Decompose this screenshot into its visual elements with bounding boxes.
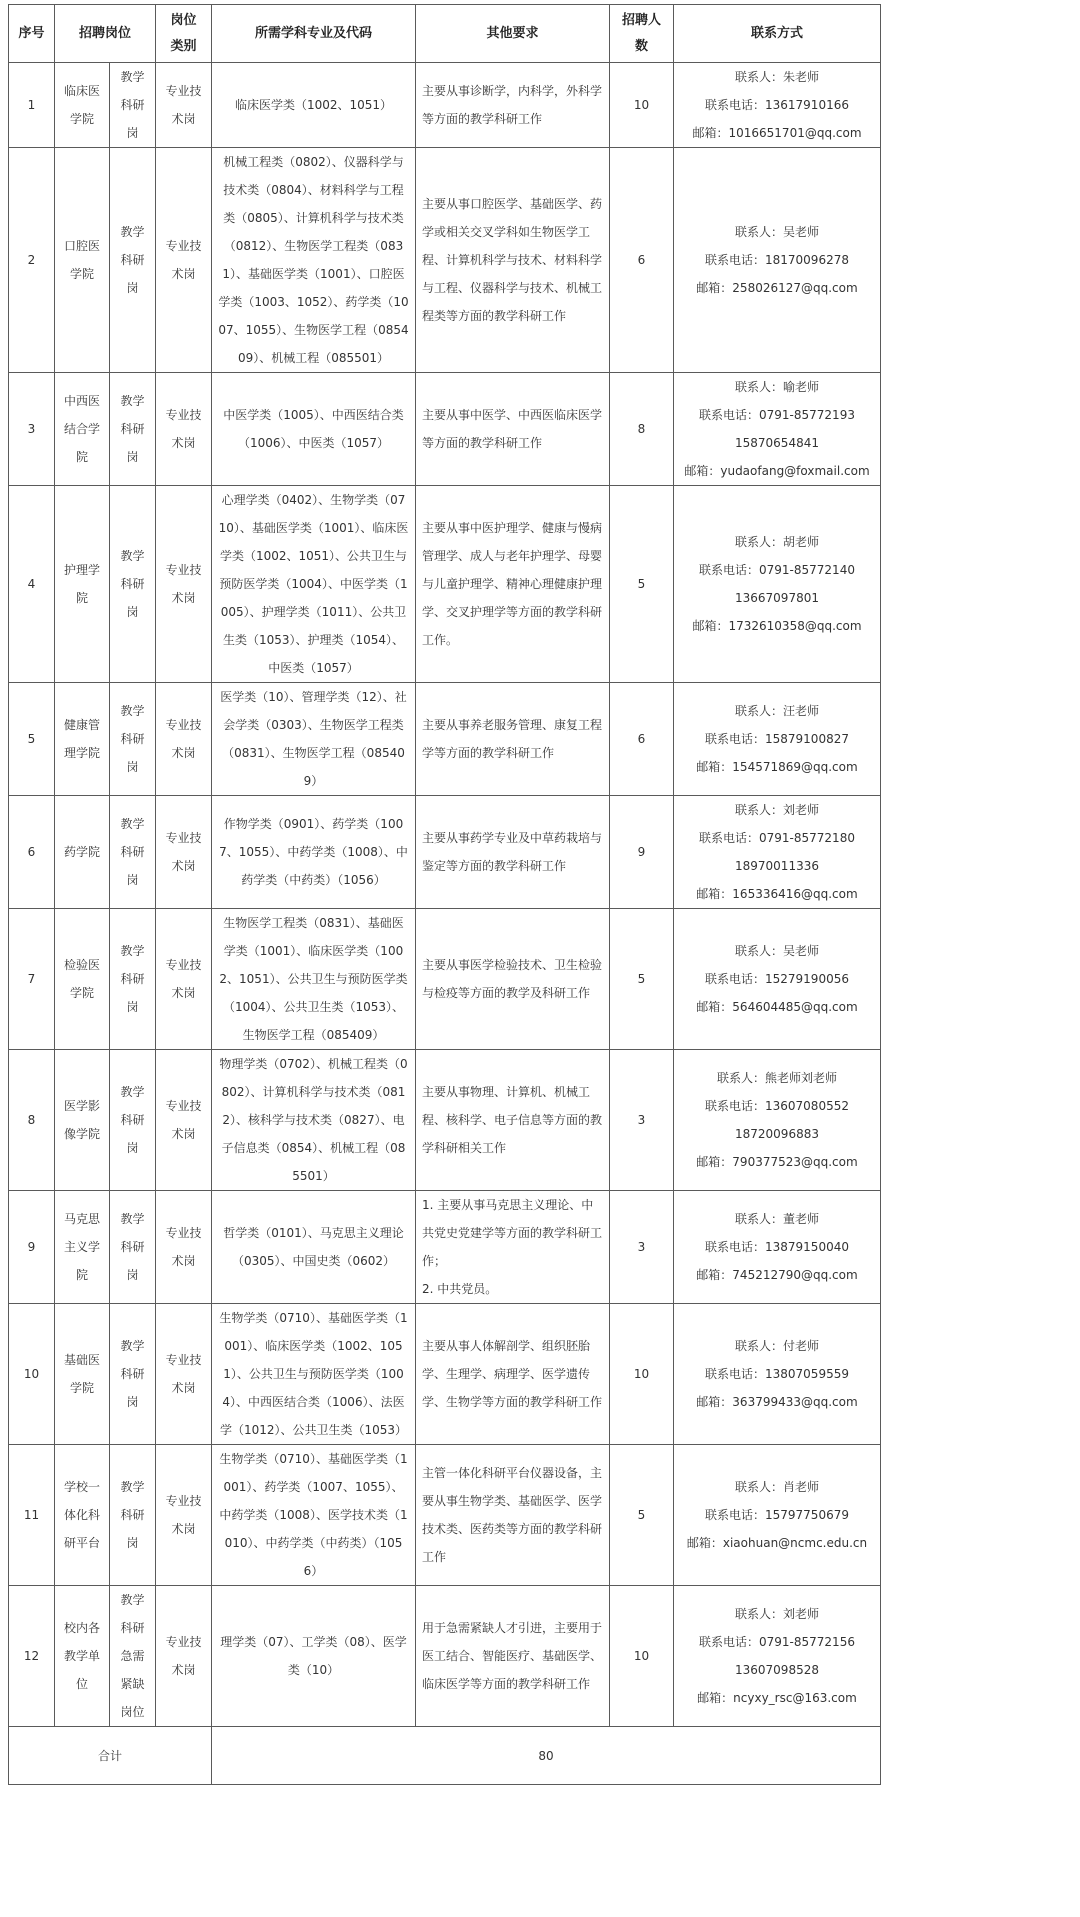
row-post: 教学科研岗 (110, 148, 156, 373)
table-row (9, 1586, 881, 1727)
row-post: 教学科研岗 (110, 683, 156, 796)
row-count: 3 (610, 1050, 674, 1191)
row-unit: 检验医学院 (55, 909, 110, 1050)
contact-line: 联系人：刘老师 (734, 1607, 819, 1621)
row-type: 专业技术岗 (156, 148, 212, 373)
row-post: 教学科研岗 (110, 1050, 156, 1191)
contact-line: 联系人：吴老师 (734, 225, 819, 239)
total-label: 合计 (9, 1727, 212, 1785)
header-post: 招聘岗位 (55, 5, 156, 63)
contact-line: 联系人：肖老师 (734, 1480, 819, 1494)
contact-line: 联系电话：13807059559 (705, 1367, 849, 1381)
recruitment-table-container (8, 4, 881, 1785)
row-type: 专业技术岗 (156, 63, 212, 148)
row-other: 用于急需紧缺人才引进，主要用于医工结合、智能医疗、基础医学、临床医学等方面的教学科研工作 (416, 1586, 610, 1727)
row-count: 6 (610, 683, 674, 796)
table-row (9, 1191, 881, 1304)
row-seq: 5 (9, 683, 55, 796)
contact-line: 联系电话：0791-85772193 (699, 408, 855, 422)
table-row (9, 148, 881, 373)
table-row (9, 683, 881, 796)
row-post: 教学科研岗 (110, 1445, 156, 1586)
contact-line: 18720096883 (735, 1127, 819, 1141)
total-row (9, 1727, 881, 1785)
row-seq: 12 (9, 1586, 55, 1727)
row-seq: 10 (9, 1304, 55, 1445)
contact-line: 邮箱：790377523@qq.com (696, 1155, 858, 1169)
row-other: 主要从事养老服务管理、康复工程学等方面的教学科研工作 (416, 683, 610, 796)
contact-line: 联系人：吴老师 (734, 944, 819, 958)
contact-line: 邮箱：258026127@qq.com (696, 281, 858, 295)
contact-line: 联系电话：15879100827 (705, 732, 849, 746)
header-type-line2: 类别 (170, 38, 197, 54)
row-type: 专业技术岗 (156, 486, 212, 683)
row-contact (674, 1304, 881, 1445)
row-count: 10 (610, 1304, 674, 1445)
contact-line: 联系人：付老师 (734, 1339, 819, 1353)
contact-line: 联系电话：13617910166 (705, 98, 849, 112)
table-row (9, 373, 881, 486)
row-majors: 生物学类（0710）、基础医学类（1001）、临床医学类（1002、1051）、公共卫生与预防医学类（1004）、中西医结合类（1006）、法医学（1012）、公共卫生类（1053） (212, 1304, 416, 1445)
row-post: 教学科研岗 (110, 909, 156, 1050)
row-post: 教学科研岗 (110, 63, 156, 148)
row-contact (674, 909, 881, 1050)
row-seq: 11 (9, 1445, 55, 1586)
contact-line: 15870654841 (735, 436, 819, 450)
header-row (9, 5, 881, 63)
row-majors: 物理学类（0702）、机械工程类（0802）、计算机科学与技术类（0812）、核科学与技术类（0827）、电子信息类（0854）、机械工程（085501） (212, 1050, 416, 1191)
row-other: 主要从事中医护理学、健康与慢病管理学、成人与老年护理学、母婴与儿童护理学、精神心理健康护理学、交叉护理学等方面的教学科研工作。 (416, 486, 610, 683)
contact-line: 邮箱：363799433@qq.com (696, 1395, 858, 1409)
table-row (9, 1050, 881, 1191)
row-seq: 9 (9, 1191, 55, 1304)
recruitment-table (8, 4, 881, 1785)
contact-line: 13607098528 (735, 1663, 819, 1677)
contact-line: 联系电话：0791-85772156 (699, 1635, 855, 1649)
row-majors: 哲学类（0101）、马克思主义理论（0305）、中国史类（0602） (212, 1191, 416, 1304)
row-count: 6 (610, 148, 674, 373)
row-seq: 7 (9, 909, 55, 1050)
header-other: 其他要求 (416, 5, 610, 63)
row-majors: 作物学类（0901）、药学类（1007、1055）、中药学类（1008）、中药学类（中药类）（1056） (212, 796, 416, 909)
contact-line: 联系人：喻老师 (734, 380, 819, 394)
row-type: 专业技术岗 (156, 1191, 212, 1304)
row-other: 主要从事药学专业及中草药栽培与鉴定等方面的教学科研工作 (416, 796, 610, 909)
row-unit: 药学院 (55, 796, 110, 909)
contact-line: 13667097801 (735, 591, 819, 605)
header-contact: 联系方式 (674, 5, 881, 63)
table-row (9, 1445, 881, 1586)
contact-line: 联系电话：13607080552 (705, 1099, 849, 1113)
row-post: 教学科研岗 (110, 486, 156, 683)
contact-line: 邮箱：ncyxy_rsc@163.com (697, 1691, 857, 1705)
row-other: 主要从事诊断学，内科学，外科学等方面的教学科研工作 (416, 63, 610, 148)
contact-line: 联系人：熊老师刘老师 (716, 1071, 837, 1085)
row-count: 5 (610, 909, 674, 1050)
row-type: 专业技术岗 (156, 1586, 212, 1727)
table-row (9, 909, 881, 1050)
row-contact (674, 796, 881, 909)
row-other: 主要从事人体解剖学、组织胚胎学、生理学、病理学、医学遗传学、生物学等方面的教学科研工作 (416, 1304, 610, 1445)
row-other: 主要从事医学检验技术、卫生检验与检疫等方面的教学及科研工作 (416, 909, 610, 1050)
row-unit: 健康管理学院 (55, 683, 110, 796)
row-unit: 马克思主义学院 (55, 1191, 110, 1304)
row-contact (674, 1445, 881, 1586)
row-contact (674, 683, 881, 796)
row-type: 专业技术岗 (156, 1304, 212, 1445)
contact-line: 联系人：汪老师 (734, 704, 819, 718)
row-count: 3 (610, 1191, 674, 1304)
row-count: 8 (610, 373, 674, 486)
contact-line: 联系电话：0791-85772140 (699, 563, 855, 577)
table-row (9, 796, 881, 909)
row-count: 10 (610, 1586, 674, 1727)
row-post: 教学科研急需紧缺岗位 (110, 1586, 156, 1727)
row-contact (674, 1050, 881, 1191)
row-contact (674, 1586, 881, 1727)
row-unit: 基础医学院 (55, 1304, 110, 1445)
contact-line: 联系电话：13879150040 (705, 1240, 849, 1254)
row-contact (674, 1191, 881, 1304)
table-body (9, 63, 881, 1727)
row-majors: 中医学类（1005）、中西医结合类（1006）、中医类（1057） (212, 373, 416, 486)
contact-line: 联系人：董老师 (734, 1212, 819, 1226)
contact-line: 邮箱：xiaohuan@ncmc.edu.cn (686, 1536, 868, 1550)
row-post: 教学科研岗 (110, 1191, 156, 1304)
row-unit: 医学影像学院 (55, 1050, 110, 1191)
row-post: 教学科研岗 (110, 796, 156, 909)
row-seq: 6 (9, 796, 55, 909)
contact-line: 18970011336 (735, 859, 819, 873)
row-count: 5 (610, 486, 674, 683)
row-seq: 2 (9, 148, 55, 373)
table-row (9, 1304, 881, 1445)
row-other: 1. 主要从事马克思主义理论、中共党史党建学等方面的教学科研工作； 2. 中共党员。 (416, 1191, 610, 1304)
contact-line: 邮箱：564604485@qq.com (696, 1000, 858, 1014)
contact-line: 邮箱：1732610358@qq.com (692, 619, 862, 633)
header-count: 招聘人数 (610, 5, 674, 63)
contact-line: 联系人：胡老师 (734, 535, 819, 549)
row-count: 10 (610, 63, 674, 148)
contact-line: 邮箱：745212790@qq.com (696, 1268, 858, 1282)
row-seq: 1 (9, 63, 55, 148)
row-majors: 心理学类（0402）、生物学类（0710）、基础医学类（1001）、临床医学类（1002、1051）、公共卫生与预防医学类（1004）、中医学类（1005）、护理学类（1011）、公共卫生类（1053）、护理类（1054）、中医类（1057） (212, 486, 416, 683)
row-majors: 生物医学工程类（0831）、基础医学类（1001）、临床医学类（1002、1051）、公共卫生与预防医学类（1004）、公共卫生类（1053）、生物医学工程（085409） (212, 909, 416, 1050)
row-count: 9 (610, 796, 674, 909)
row-other: 主管一体化科研平台仪器设备，主要从事生物学类、基础医学、医学技术类、医药类等方面的教学科研工作 (416, 1445, 610, 1586)
row-other: 主要从事口腔医学、基础医学、药学或相关交叉学科如生物医学工程、计算机科学与技术、材料科学与工程、仪器科学与技术、机械工程类等方面的教学科研工作 (416, 148, 610, 373)
row-type: 专业技术岗 (156, 796, 212, 909)
row-seq: 3 (9, 373, 55, 486)
contact-line: 邮箱：1016651701@qq.com (692, 126, 862, 140)
row-type: 专业技术岗 (156, 1445, 212, 1586)
contact-line: 联系人：刘老师 (734, 803, 819, 817)
row-post: 教学科研岗 (110, 373, 156, 486)
contact-line: 邮箱：165336416@qq.com (696, 887, 858, 901)
row-post: 教学科研岗 (110, 1304, 156, 1445)
row-type: 专业技术岗 (156, 1050, 212, 1191)
row-seq: 4 (9, 486, 55, 683)
contact-line: 联系电话：0791-85772180 (699, 831, 855, 845)
row-seq: 8 (9, 1050, 55, 1191)
header-seq: 序号 (9, 5, 55, 63)
contact-line: 邮箱：154571869@qq.com (696, 760, 858, 774)
contact-line: 联系电话：15797750679 (705, 1508, 849, 1522)
row-unit: 中西医结合学院 (55, 373, 110, 486)
row-unit: 校内各教学单位 (55, 1586, 110, 1727)
row-unit: 学校一体化科研平台 (55, 1445, 110, 1586)
row-unit: 口腔医学院 (55, 148, 110, 373)
header-type (156, 5, 212, 63)
row-majors: 机械工程类（0802）、仪器科学与技术类（0804）、材料科学与工程类（0805）、计算机科学与技术类（0812）、生物医学工程类（0831）、基础医学类（1001）、口腔医学类（1003、1052）、药学类（1007、1055）、生物医学工程（085409）、机械工程（085501） (212, 148, 416, 373)
row-type: 专业技术岗 (156, 373, 212, 486)
header-majors: 所需学科专业及代码 (212, 5, 416, 63)
contact-line: 邮箱：yudaofang@foxmail.com (684, 464, 870, 478)
contact-line: 联系电话：18170096278 (705, 253, 849, 267)
row-unit: 临床医学院 (55, 63, 110, 148)
row-majors: 临床医学类（1002、1051） (212, 63, 416, 148)
row-contact (674, 148, 881, 373)
header-type-line1: 岗位 (170, 12, 197, 28)
table-row (9, 486, 881, 683)
row-type: 专业技术岗 (156, 909, 212, 1050)
row-unit: 护理学院 (55, 486, 110, 683)
row-majors: 生物学类（0710）、基础医学类（1001）、药学类（1007、1055）、中药学类（1008）、医学技术类（1010）、中药学类（中药类）（1056） (212, 1445, 416, 1586)
row-type: 专业技术岗 (156, 683, 212, 796)
row-contact (674, 373, 881, 486)
contact-line: 联系人：朱老师 (734, 70, 819, 84)
row-contact (674, 63, 881, 148)
row-majors: 医学类（10）、管理学类（12）、社会学类（0303）、生物医学工程类（0831）、生物医学工程（085409） (212, 683, 416, 796)
contact-line: 联系电话：15279190056 (705, 972, 849, 986)
table-row (9, 63, 881, 148)
row-contact (674, 486, 881, 683)
row-count: 5 (610, 1445, 674, 1586)
row-other: 主要从事物理、计算机、机械工程、核科学、电子信息等方面的教学科研相关工作 (416, 1050, 610, 1191)
row-majors: 理学类（07）、工学类（08）、医学类（10） (212, 1586, 416, 1727)
total-value: 80 (212, 1727, 881, 1785)
row-other: 主要从事中医学、中西医临床医学等方面的教学科研工作 (416, 373, 610, 486)
